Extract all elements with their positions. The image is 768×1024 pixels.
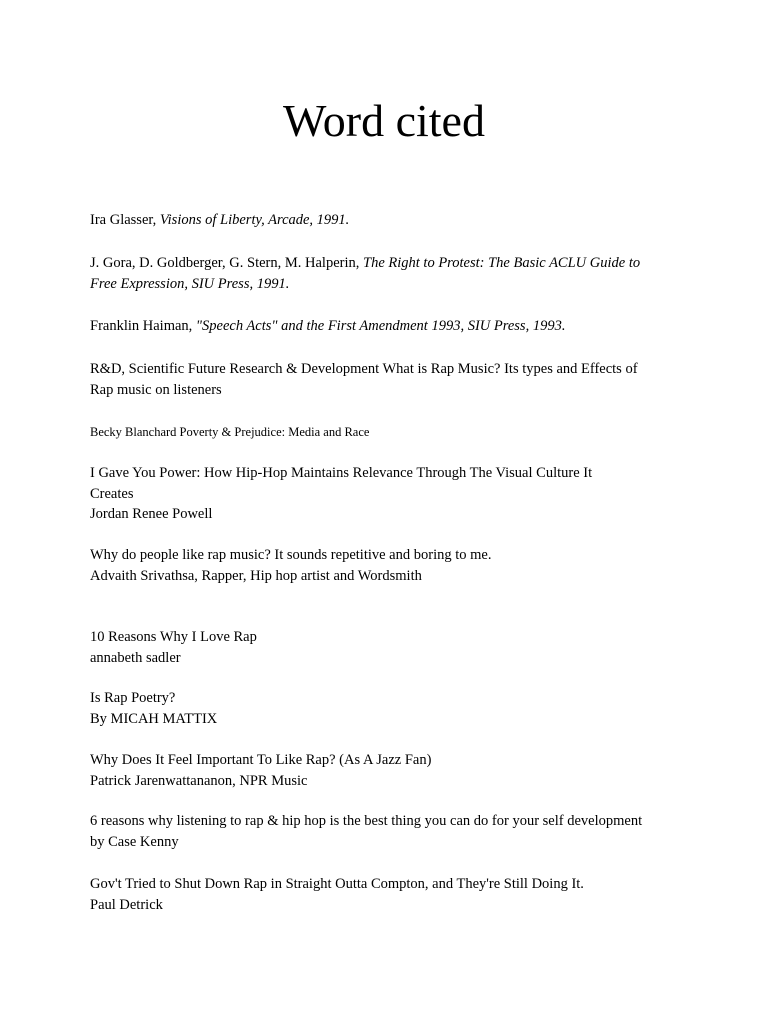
citation-line: R&D, Scientific Future Research & Development What is Rap Music? Its types and Effects of xyxy=(90,361,638,377)
citation-entry xyxy=(90,210,690,231)
citation-work: Visions of Liberty, Arcade, 1991. xyxy=(159,212,350,228)
citation-author: J. Gora, D. Goldberger, G. Stern, M. Halperin, xyxy=(90,255,363,271)
citation-entry xyxy=(90,359,690,400)
citation-line: 6 reasons why listening to rap & hip hop is the best thing you can do for your self development xyxy=(90,813,643,829)
citation-author: Advaith Srivathsa, Rapper, Hip hop artist and Wordsmith xyxy=(90,567,422,584)
citation-entry xyxy=(90,316,690,337)
citation-author: annabeth sadler xyxy=(90,649,181,666)
citation-author: Paul Detrick xyxy=(90,896,163,913)
citation-author: Ira Glasser, xyxy=(90,212,160,228)
citation-work: The Right to Protest: The Basic ACLU Guide to xyxy=(363,255,641,271)
citation-line: Rap music on listeners xyxy=(90,381,222,398)
citation-author: Patrick Jarenwattananon, NPR Music xyxy=(90,772,308,789)
citation-author: Franklin Haiman, xyxy=(90,318,196,334)
citation-line: Is Rap Poetry? xyxy=(90,690,176,706)
citation-line: Becky Blanchard Poverty & Prejudice: Media and Race xyxy=(90,425,370,439)
citation-line: I Gave You Power: How Hip-Hop Maintains Relevance Through The Visual Culture It xyxy=(90,465,593,481)
citation-entry xyxy=(90,422,690,443)
citation-entry xyxy=(90,874,690,915)
page-title: Word cited xyxy=(283,95,485,146)
citation-entry xyxy=(90,627,690,668)
citation-entry xyxy=(90,545,690,586)
citation-work: "Speech Acts" and the First Amendment 1993, SIU Press, 1993. xyxy=(195,318,566,334)
citation-entry xyxy=(90,811,690,852)
citation-entry xyxy=(90,750,690,791)
citation-author: By MICAH MATTIX xyxy=(90,710,218,727)
citation-line: Why do people like rap music? It sounds repetitive and boring to me. xyxy=(90,547,492,563)
citation-entry xyxy=(90,688,690,729)
citation-line: Why Does It Feel Important To Like Rap? (As A Jazz Fan) xyxy=(90,752,432,768)
citation-entry xyxy=(90,253,690,294)
citation-work-continued: Free Expression, SIU Press, 1991. xyxy=(90,275,290,292)
citation-author: Jordan Renee Powell xyxy=(90,506,213,522)
citation-author: by Case Kenny xyxy=(90,833,179,850)
citation-line: Creates xyxy=(90,485,134,502)
citation-line: 10 Reasons Why I Love Rap xyxy=(90,629,257,645)
citation-line: Gov't Tried to Shut Down Rap in Straight Outta Compton, and They're Still Doing It. xyxy=(90,876,584,892)
citation-entry xyxy=(90,463,690,525)
